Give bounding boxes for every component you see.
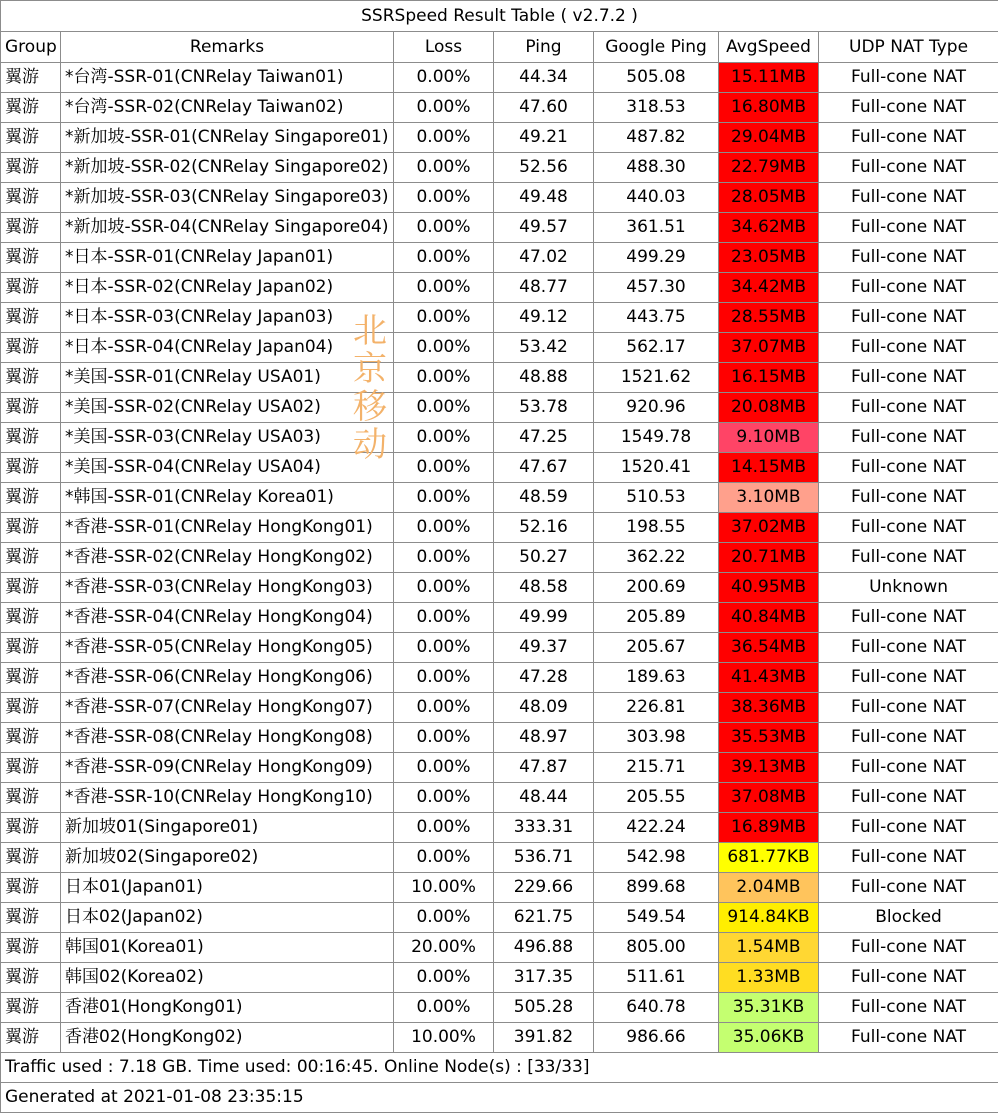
- cell-ping: 48.58: [494, 573, 594, 603]
- cell-ping: 49.37: [494, 633, 594, 663]
- cell-udp-nat-type: Full-cone NAT: [819, 873, 998, 903]
- cell-group: 翼游: [1, 873, 61, 903]
- cell-udp-nat-type: Blocked: [819, 903, 998, 933]
- cell-group: 翼游: [1, 93, 61, 123]
- cell-udp-nat-type: Full-cone NAT: [819, 303, 998, 333]
- cell-google-ping: 362.22: [594, 543, 719, 573]
- cell-google-ping: 511.61: [594, 963, 719, 993]
- table-row: [1, 723, 998, 753]
- table-row: [1, 933, 998, 963]
- table-row: [1, 663, 998, 693]
- cell-udp-nat-type: Full-cone NAT: [819, 603, 998, 633]
- table-row: [1, 783, 998, 813]
- cell-loss: 0.00%: [394, 123, 494, 153]
- cell-udp-nat-type: Full-cone NAT: [819, 483, 998, 513]
- cell-group: 翼游: [1, 453, 61, 483]
- cell-remarks: *香港-SSR-03(CNRelay HongKong03): [61, 573, 394, 603]
- cell-google-ping: 443.75: [594, 303, 719, 333]
- cell-loss: 0.00%: [394, 303, 494, 333]
- cell-remarks: *香港-SSR-02(CNRelay HongKong02): [61, 543, 394, 573]
- cell-udp-nat-type: Full-cone NAT: [819, 753, 998, 783]
- cell-avg-speed: 22.79MB: [719, 153, 819, 183]
- cell-ping: 50.27: [494, 543, 594, 573]
- cell-avg-speed: 37.08MB: [719, 783, 819, 813]
- cell-group: 翼游: [1, 783, 61, 813]
- cell-udp-nat-type: Full-cone NAT: [819, 933, 998, 963]
- table-row: [1, 93, 998, 123]
- cell-remarks: *香港-SSR-06(CNRelay HongKong06): [61, 663, 394, 693]
- cell-group: 翼游: [1, 843, 61, 873]
- header-row: [1, 32, 998, 63]
- cell-group: 翼游: [1, 1023, 61, 1053]
- cell-remarks: *台湾-SSR-02(CNRelay Taiwan02): [61, 93, 394, 123]
- cell-group: 翼游: [1, 513, 61, 543]
- column-header-udp-nat-type: UDP NAT Type: [819, 32, 998, 63]
- cell-google-ping: 562.17: [594, 333, 719, 363]
- column-header-avg-speed: AvgSpeed: [719, 32, 819, 63]
- cell-google-ping: 499.29: [594, 243, 719, 273]
- table-row: [1, 63, 998, 93]
- cell-remarks: 韩国02(Korea02): [61, 963, 394, 993]
- cell-group: 翼游: [1, 243, 61, 273]
- cell-ping: 391.82: [494, 1023, 594, 1053]
- cell-udp-nat-type: Full-cone NAT: [819, 723, 998, 753]
- cell-ping: 621.75: [494, 903, 594, 933]
- cell-ping: 47.60: [494, 93, 594, 123]
- cell-ping: 49.57: [494, 213, 594, 243]
- cell-udp-nat-type: Full-cone NAT: [819, 453, 998, 483]
- cell-loss: 0.00%: [394, 483, 494, 513]
- cell-avg-speed: 1.54MB: [719, 933, 819, 963]
- cell-google-ping: 422.24: [594, 813, 719, 843]
- cell-google-ping: 189.63: [594, 663, 719, 693]
- cell-ping: 49.99: [494, 603, 594, 633]
- cell-loss: 0.00%: [394, 333, 494, 363]
- cell-google-ping: 510.53: [594, 483, 719, 513]
- cell-google-ping: 1549.78: [594, 423, 719, 453]
- cell-google-ping: 986.66: [594, 1023, 719, 1053]
- table-row: [1, 243, 998, 273]
- cell-group: 翼游: [1, 573, 61, 603]
- cell-google-ping: 440.03: [594, 183, 719, 213]
- cell-avg-speed: 41.43MB: [719, 663, 819, 693]
- cell-udp-nat-type: Unknown: [819, 573, 998, 603]
- cell-ping: 52.56: [494, 153, 594, 183]
- table-row: [1, 993, 998, 1023]
- cell-loss: 0.00%: [394, 663, 494, 693]
- cell-ping: 53.78: [494, 393, 594, 423]
- cell-loss: 0.00%: [394, 183, 494, 213]
- table-row: [1, 333, 998, 363]
- cell-ping: 317.35: [494, 963, 594, 993]
- table-row: [1, 453, 998, 483]
- cell-udp-nat-type: Full-cone NAT: [819, 393, 998, 423]
- cell-udp-nat-type: Full-cone NAT: [819, 183, 998, 213]
- cell-udp-nat-type: Full-cone NAT: [819, 813, 998, 843]
- cell-loss: 0.00%: [394, 603, 494, 633]
- cell-loss: 0.00%: [394, 783, 494, 813]
- footer-traffic: Traffic used : 7.18 GB. Time used: 00:16:45. Online Node(s) : [33/33]: [1, 1053, 998, 1083]
- cell-udp-nat-type: Full-cone NAT: [819, 93, 998, 123]
- footer-generated: Generated at 2021-01-08 23:35:15: [1, 1083, 998, 1113]
- table-row: [1, 1023, 998, 1053]
- cell-group: 翼游: [1, 813, 61, 843]
- cell-ping: 48.59: [494, 483, 594, 513]
- cell-remarks: *香港-SSR-10(CNRelay HongKong10): [61, 783, 394, 813]
- watermark-char: 动: [350, 426, 390, 464]
- cell-group: 翼游: [1, 693, 61, 723]
- cell-ping: 505.28: [494, 993, 594, 1023]
- cell-udp-nat-type: Full-cone NAT: [819, 333, 998, 363]
- cell-ping: 49.21: [494, 123, 594, 153]
- cell-loss: 0.00%: [394, 573, 494, 603]
- cell-ping: 333.31: [494, 813, 594, 843]
- cell-avg-speed: 16.89MB: [719, 813, 819, 843]
- cell-remarks: *韩国-SSR-01(CNRelay Korea01): [61, 483, 394, 513]
- cell-loss: 0.00%: [394, 843, 494, 873]
- cell-avg-speed: 681.77KB: [719, 843, 819, 873]
- cell-google-ping: 1521.62: [594, 363, 719, 393]
- table-row: [1, 273, 998, 303]
- cell-ping: 47.02: [494, 243, 594, 273]
- table-row: [1, 543, 998, 573]
- cell-group: 翼游: [1, 633, 61, 663]
- cell-avg-speed: 15.11MB: [719, 63, 819, 93]
- cell-google-ping: 226.81: [594, 693, 719, 723]
- cell-ping: 47.25: [494, 423, 594, 453]
- cell-google-ping: 205.89: [594, 603, 719, 633]
- cell-google-ping: 303.98: [594, 723, 719, 753]
- cell-loss: 0.00%: [394, 513, 494, 543]
- cell-remarks: *新加坡-SSR-02(CNRelay Singapore02): [61, 153, 394, 183]
- cell-remarks: *香港-SSR-05(CNRelay HongKong05): [61, 633, 394, 663]
- cell-avg-speed: 2.04MB: [719, 873, 819, 903]
- cell-group: 翼游: [1, 363, 61, 393]
- column-header-google-ping: Google Ping: [594, 32, 719, 63]
- cell-avg-speed: 16.80MB: [719, 93, 819, 123]
- cell-avg-speed: 16.15MB: [719, 363, 819, 393]
- cell-remarks: *香港-SSR-01(CNRelay HongKong01): [61, 513, 394, 543]
- cell-remarks: *香港-SSR-08(CNRelay HongKong08): [61, 723, 394, 753]
- cell-ping: 49.12: [494, 303, 594, 333]
- table-title: SSRSpeed Result Table ( v2.7.2 ): [1, 1, 998, 32]
- cell-google-ping: 899.68: [594, 873, 719, 903]
- cell-avg-speed: 14.15MB: [719, 453, 819, 483]
- cell-avg-speed: 36.54MB: [719, 633, 819, 663]
- cell-ping: 52.16: [494, 513, 594, 543]
- table-row: [1, 183, 998, 213]
- cell-loss: 0.00%: [394, 723, 494, 753]
- cell-ping: 229.66: [494, 873, 594, 903]
- table-row: [1, 423, 998, 453]
- cell-udp-nat-type: Full-cone NAT: [819, 1023, 998, 1053]
- cell-ping: 53.42: [494, 333, 594, 363]
- table-row: [1, 393, 998, 423]
- cell-loss: 10.00%: [394, 873, 494, 903]
- cell-google-ping: 487.82: [594, 123, 719, 153]
- cell-udp-nat-type: Full-cone NAT: [819, 663, 998, 693]
- cell-ping: 48.88: [494, 363, 594, 393]
- cell-ping: 536.71: [494, 843, 594, 873]
- table-row: [1, 213, 998, 243]
- cell-udp-nat-type: Full-cone NAT: [819, 363, 998, 393]
- cell-loss: 0.00%: [394, 963, 494, 993]
- cell-ping: 48.44: [494, 783, 594, 813]
- cell-remarks: *香港-SSR-09(CNRelay HongKong09): [61, 753, 394, 783]
- cell-google-ping: 198.55: [594, 513, 719, 543]
- cell-group: 翼游: [1, 753, 61, 783]
- table-row: [1, 573, 998, 603]
- cell-google-ping: 215.71: [594, 753, 719, 783]
- column-header-ping: Ping: [494, 32, 594, 63]
- table-row: [1, 603, 998, 633]
- cell-avg-speed: 914.84KB: [719, 903, 819, 933]
- table-row: [1, 123, 998, 153]
- cell-remarks: *日本-SSR-03(CNRelay Japan03): [61, 303, 394, 333]
- cell-loss: 0.00%: [394, 213, 494, 243]
- cell-ping: 496.88: [494, 933, 594, 963]
- cell-remarks: *新加坡-SSR-03(CNRelay Singapore03): [61, 183, 394, 213]
- cell-udp-nat-type: Full-cone NAT: [819, 963, 998, 993]
- cell-avg-speed: 40.95MB: [719, 573, 819, 603]
- cell-loss: 0.00%: [394, 423, 494, 453]
- cell-group: 翼游: [1, 483, 61, 513]
- cell-avg-speed: 9.10MB: [719, 423, 819, 453]
- cell-group: 翼游: [1, 63, 61, 93]
- cell-loss: 0.00%: [394, 903, 494, 933]
- table-row: [1, 753, 998, 783]
- watermark-char: 北: [350, 312, 390, 350]
- cell-remarks: *香港-SSR-07(CNRelay HongKong07): [61, 693, 394, 723]
- cell-loss: 0.00%: [394, 153, 494, 183]
- cell-udp-nat-type: Full-cone NAT: [819, 153, 998, 183]
- cell-google-ping: 361.51: [594, 213, 719, 243]
- cell-ping: 44.34: [494, 63, 594, 93]
- cell-ping: 48.97: [494, 723, 594, 753]
- cell-avg-speed: 28.05MB: [719, 183, 819, 213]
- cell-loss: 0.00%: [394, 453, 494, 483]
- cell-group: 翼游: [1, 903, 61, 933]
- cell-group: 翼游: [1, 543, 61, 573]
- cell-loss: 0.00%: [394, 813, 494, 843]
- cell-google-ping: 805.00: [594, 933, 719, 963]
- cell-udp-nat-type: Full-cone NAT: [819, 423, 998, 453]
- cell-avg-speed: 28.55MB: [719, 303, 819, 333]
- cell-google-ping: 920.96: [594, 393, 719, 423]
- cell-group: 翼游: [1, 933, 61, 963]
- column-header-remarks: Remarks: [61, 32, 394, 63]
- cell-loss: 0.00%: [394, 363, 494, 393]
- cell-ping: 49.48: [494, 183, 594, 213]
- cell-remarks: *新加坡-SSR-04(CNRelay Singapore04): [61, 213, 394, 243]
- cell-avg-speed: 34.42MB: [719, 273, 819, 303]
- table-row: [1, 483, 998, 513]
- cell-google-ping: 457.30: [594, 273, 719, 303]
- column-header-group: Group: [1, 32, 61, 63]
- column-header-loss: Loss: [394, 32, 494, 63]
- cell-loss: 0.00%: [394, 693, 494, 723]
- cell-group: 翼游: [1, 663, 61, 693]
- cell-avg-speed: 1.33MB: [719, 963, 819, 993]
- cell-loss: 0.00%: [394, 993, 494, 1023]
- cell-remarks: *香港-SSR-04(CNRelay HongKong04): [61, 603, 394, 633]
- cell-avg-speed: 40.84MB: [719, 603, 819, 633]
- cell-group: 翼游: [1, 183, 61, 213]
- table-row: [1, 693, 998, 723]
- table-row: [1, 963, 998, 993]
- cell-loss: 0.00%: [394, 633, 494, 663]
- cell-udp-nat-type: Full-cone NAT: [819, 213, 998, 243]
- table-body: [1, 63, 998, 1053]
- cell-group: 翼游: [1, 423, 61, 453]
- table-row: [1, 153, 998, 183]
- cell-avg-speed: 3.10MB: [719, 483, 819, 513]
- table-row: [1, 633, 998, 663]
- cell-group: 翼游: [1, 213, 61, 243]
- cell-remarks: 日本01(Japan01): [61, 873, 394, 903]
- cell-udp-nat-type: Full-cone NAT: [819, 993, 998, 1023]
- cell-ping: 48.09: [494, 693, 594, 723]
- cell-avg-speed: 23.05MB: [719, 243, 819, 273]
- cell-group: 翼游: [1, 273, 61, 303]
- cell-remarks: 韩国01(Korea01): [61, 933, 394, 963]
- cell-remarks: *新加坡-SSR-01(CNRelay Singapore01): [61, 123, 394, 153]
- cell-remarks: 新加坡01(Singapore01): [61, 813, 394, 843]
- cell-ping: 47.87: [494, 753, 594, 783]
- cell-udp-nat-type: Full-cone NAT: [819, 63, 998, 93]
- cell-remarks: *台湾-SSR-01(CNRelay Taiwan01): [61, 63, 394, 93]
- cell-remarks: 香港01(HongKong01): [61, 993, 394, 1023]
- cell-remarks: *美国-SSR-01(CNRelay USA01): [61, 363, 394, 393]
- table-row: [1, 843, 998, 873]
- table-row: [1, 363, 998, 393]
- cell-remarks: *美国-SSR-03(CNRelay USA03): [61, 423, 394, 453]
- cell-loss: 20.00%: [394, 933, 494, 963]
- cell-udp-nat-type: Full-cone NAT: [819, 123, 998, 153]
- cell-loss: 0.00%: [394, 93, 494, 123]
- cell-loss: 0.00%: [394, 243, 494, 273]
- cell-google-ping: 1520.41: [594, 453, 719, 483]
- cell-udp-nat-type: Full-cone NAT: [819, 783, 998, 813]
- cell-ping: 47.67: [494, 453, 594, 483]
- table-row: [1, 903, 998, 933]
- cell-remarks: 新加坡02(Singapore02): [61, 843, 394, 873]
- cell-loss: 10.00%: [394, 1023, 494, 1053]
- cell-avg-speed: 37.02MB: [719, 513, 819, 543]
- cell-remarks: *日本-SSR-04(CNRelay Japan04): [61, 333, 394, 363]
- watermark-char: 移: [350, 388, 390, 426]
- cell-loss: 0.00%: [394, 393, 494, 423]
- cell-udp-nat-type: Full-cone NAT: [819, 843, 998, 873]
- cell-group: 翼游: [1, 993, 61, 1023]
- cell-udp-nat-type: Full-cone NAT: [819, 273, 998, 303]
- cell-avg-speed: 38.36MB: [719, 693, 819, 723]
- cell-loss: 0.00%: [394, 543, 494, 573]
- cell-group: 翼游: [1, 603, 61, 633]
- cell-avg-speed: 20.08MB: [719, 393, 819, 423]
- cell-google-ping: 488.30: [594, 153, 719, 183]
- table-row: [1, 513, 998, 543]
- watermark-char: 京: [350, 350, 390, 388]
- cell-google-ping: 200.69: [594, 573, 719, 603]
- cell-ping: 48.77: [494, 273, 594, 303]
- cell-udp-nat-type: Full-cone NAT: [819, 693, 998, 723]
- cell-group: 翼游: [1, 723, 61, 753]
- cell-google-ping: 205.67: [594, 633, 719, 663]
- cell-group: 翼游: [1, 963, 61, 993]
- cell-group: 翼游: [1, 123, 61, 153]
- cell-avg-speed: 20.71MB: [719, 543, 819, 573]
- cell-remarks: *日本-SSR-01(CNRelay Japan01): [61, 243, 394, 273]
- cell-google-ping: 205.55: [594, 783, 719, 813]
- cell-remarks: *美国-SSR-04(CNRelay USA04): [61, 453, 394, 483]
- cell-google-ping: 505.08: [594, 63, 719, 93]
- cell-google-ping: 549.54: [594, 903, 719, 933]
- table-row: [1, 813, 998, 843]
- cell-loss: 0.00%: [394, 753, 494, 783]
- cell-remarks: *美国-SSR-02(CNRelay USA02): [61, 393, 394, 423]
- cell-avg-speed: 39.13MB: [719, 753, 819, 783]
- cell-loss: 0.00%: [394, 273, 494, 303]
- cell-group: 翼游: [1, 303, 61, 333]
- cell-avg-speed: 35.06KB: [719, 1023, 819, 1053]
- cell-avg-speed: 37.07MB: [719, 333, 819, 363]
- table-row: [1, 303, 998, 333]
- cell-udp-nat-type: Full-cone NAT: [819, 243, 998, 273]
- cell-google-ping: 640.78: [594, 993, 719, 1023]
- cell-avg-speed: 29.04MB: [719, 123, 819, 153]
- cell-group: 翼游: [1, 153, 61, 183]
- cell-remarks: *日本-SSR-02(CNRelay Japan02): [61, 273, 394, 303]
- cell-google-ping: 318.53: [594, 93, 719, 123]
- cell-udp-nat-type: Full-cone NAT: [819, 543, 998, 573]
- cell-udp-nat-type: Full-cone NAT: [819, 633, 998, 663]
- cell-group: 翼游: [1, 333, 61, 363]
- cell-avg-speed: 34.62MB: [719, 213, 819, 243]
- cell-avg-speed: 35.53MB: [719, 723, 819, 753]
- cell-avg-speed: 35.31KB: [719, 993, 819, 1023]
- cell-ping: 47.28: [494, 663, 594, 693]
- table-row: [1, 873, 998, 903]
- cell-group: 翼游: [1, 393, 61, 423]
- cell-remarks: 日本02(Japan02): [61, 903, 394, 933]
- cell-remarks: 香港02(HongKong02): [61, 1023, 394, 1053]
- cell-google-ping: 542.98: [594, 843, 719, 873]
- cell-loss: 0.00%: [394, 63, 494, 93]
- cell-udp-nat-type: Full-cone NAT: [819, 513, 998, 543]
